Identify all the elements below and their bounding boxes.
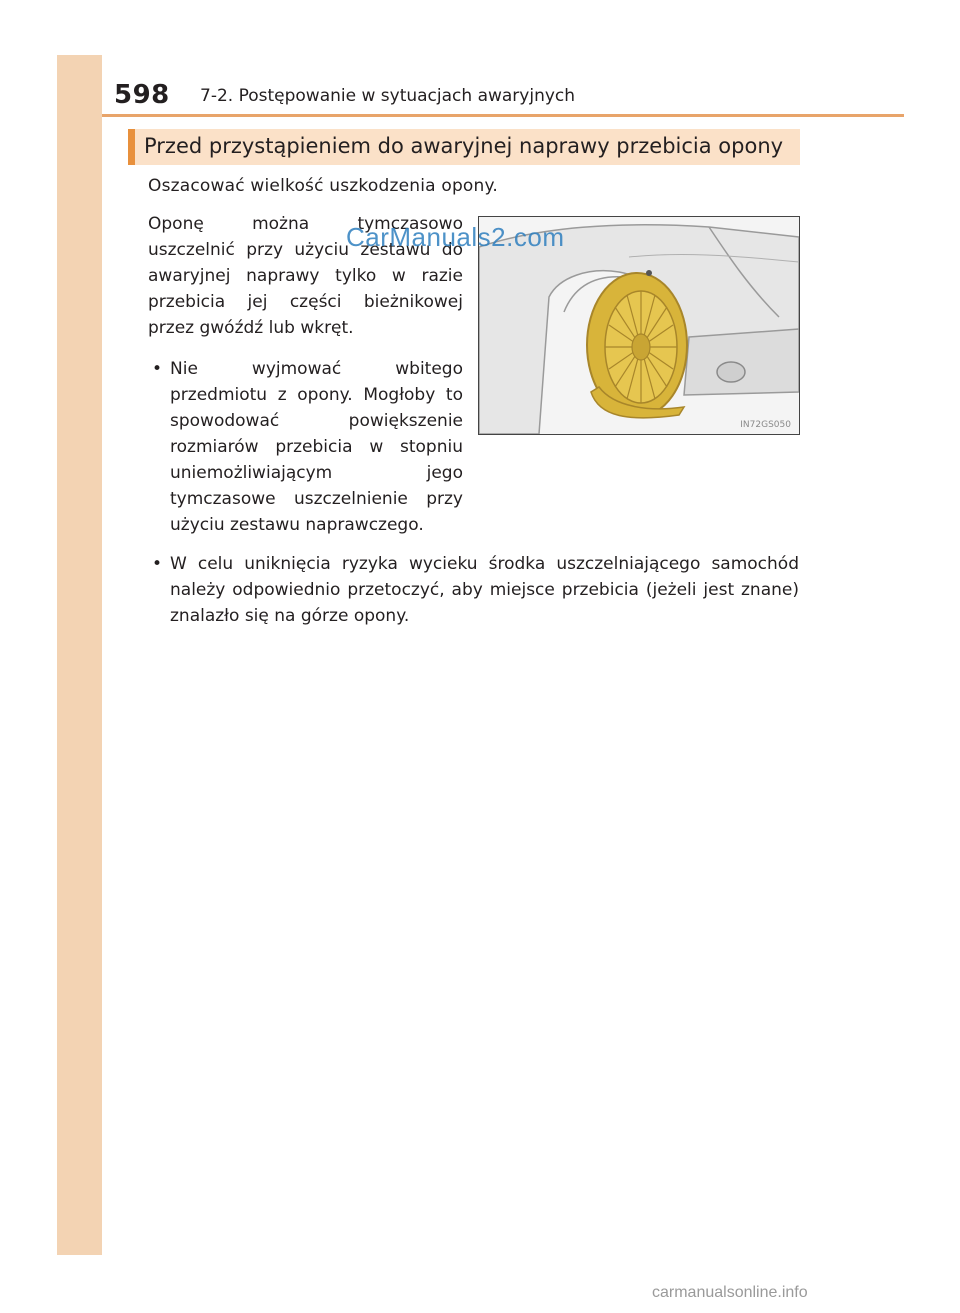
- bullet-dot: •: [152, 554, 163, 574]
- bullet-text: Nie wyjmować wbitego przedmiotu z opony. Mogłoby to spowodować powiększenie rozmiarów przebicia w stopniu uniemożliwiającym jego tymczasowe uszczelnienie przy użyciu zestawu naprawczego.: [170, 359, 463, 535]
- bullet-item: [148, 551, 799, 629]
- bullet-text: W celu uniknięcia ryzyka wycieku środka uszczelniającego samochód należy odpowiednio przetoczyć, aby miejsce przebicia (jeżeli jest znane) znalazło się na górze opony.: [170, 554, 799, 626]
- page-number: 598: [114, 80, 170, 110]
- section-heading-bar: [128, 129, 800, 165]
- illustration-code: IN72GS050: [740, 420, 791, 430]
- lead-sentence: Oszacować wielkość uszkodzenia opony.: [148, 176, 498, 196]
- side-margin-band: [57, 55, 102, 1255]
- bullet-dot: •: [152, 359, 163, 379]
- intro-paragraph: Oponę można tymczasowo uszczelnić przy użyciu zestawu do awaryjnej naprawy tylko w razie przebicia jej części bieżnikowej przez gwóźdź lub wkręt.: [148, 214, 463, 338]
- bullet-item: [148, 356, 463, 538]
- section-title: Przed przystąpieniem do awaryjnej naprawy przebicia opony: [144, 134, 784, 158]
- watermark-carmanualsonline: carmanualsonline.info: [652, 1284, 808, 1301]
- watermark-carmanuals2: CarManuals2.com: [346, 222, 565, 252]
- chapter-title: 7-2. Postępowanie w sytuacjach awaryjnych: [200, 86, 576, 106]
- section-heading-accent: [128, 129, 135, 165]
- header-rule: [102, 114, 904, 117]
